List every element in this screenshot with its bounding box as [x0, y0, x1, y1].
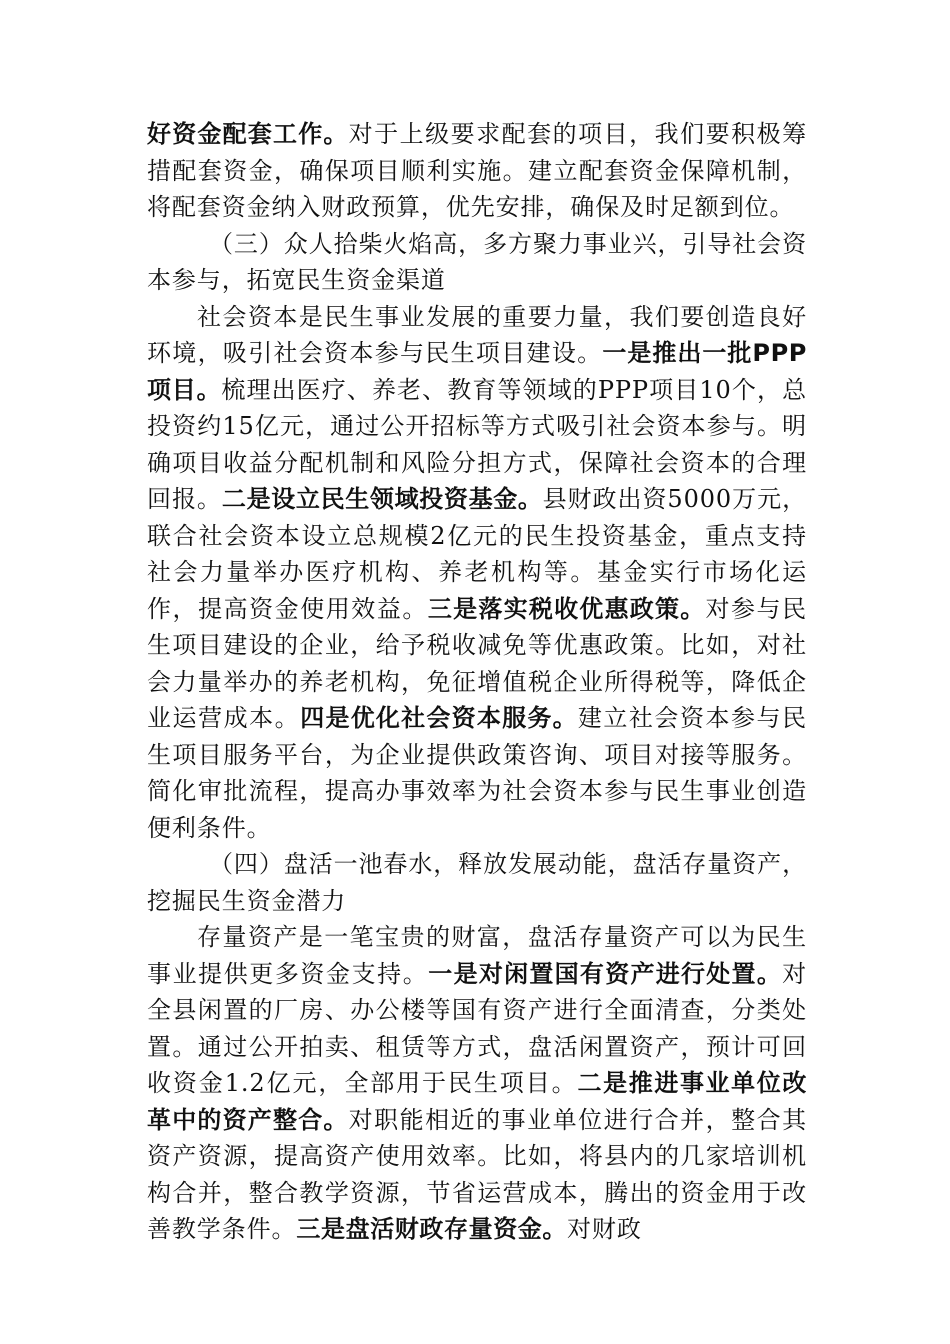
bold-phrase: 好资金配套工作。 [147, 120, 349, 148]
document-body [147, 116, 807, 1248]
bold-phrase: 四是优化社会资本服务。 [300, 704, 578, 732]
bold-phrase: 二是设立民生领域投资基金。 [221, 485, 543, 513]
text-run: 梳理出医疗、养老、教育等领域的PPP项目10个，总投资约15亿元，通过公开招标等方式吸引社会资本参与。明确项目收益分配机制和风险分担方式，保障社会资本的合理回报。 [147, 375, 807, 513]
bold-phrase: 一是推出一批PPP项目。 [147, 339, 807, 404]
heading-text: （三）众人拾柴火焰高，多方聚力事业兴，引导社会资本参与，拓宽民生资金渠道 [147, 229, 807, 294]
text-run: 县财政出资5000万元，联合社会资本设立总规模2亿元的民生投资基金，重点支持社会力量举办医疗机构、养老机构等。基金实行市场化运作，提高资金使用效益。 [147, 485, 807, 623]
text-run: 存量资产是一笔宝贵的财富，盘活存量资产可以为民生事业提供更多资金支持。 [147, 923, 807, 988]
bold-phrase: 一是对闲置国有资产进行处置。 [428, 959, 783, 988]
text-run: 对财政 [567, 1215, 642, 1243]
paragraph-fund-matching [147, 116, 807, 226]
section-heading-3 [147, 226, 807, 299]
bold-phrase: 二是推进事业单位改革中的资产整合。 [147, 1069, 807, 1134]
text-run: 对于上级要求配套的项目，我们要积极筹措配套资金，确保项目顺利实施。建立配套资金保障机制，将配套资金纳入财政预算，优先安排，确保及时足额到位。 [147, 120, 807, 221]
section-heading-4 [147, 846, 807, 919]
text-run: 对参与民生项目建设的企业，给予税收减免等优惠政策。比如，对社会力量举办的养老机构，免征增值税企业所得税等，降低企业运营成本。 [147, 594, 807, 732]
bold-phrase: 三是盘活财政存量资金。 [296, 1215, 568, 1243]
text-run: 对全县闲置的厂房、办公楼等国有资产进行全面清查，分类处置。通过公开拍卖、租赁等方式，盘活闲置资产，预计可回收资金1.2亿元，全部用于民生项目。 [147, 959, 807, 1097]
text-run: 社会资本是民生事业发展的重要力量，我们要创造良好环境，吸引社会资本参与民生项目建设。 [147, 302, 807, 367]
paragraph-existing-assets [147, 919, 807, 1248]
paragraph-social-capital [147, 299, 807, 847]
bold-phrase: 三是落实税收优惠政策。 [427, 594, 706, 623]
text-run: 对职能相近的事业单位进行合并，整合其资产资源，提高资产使用效率。比如，将县内的几家培训机构合并，整合教学资源，节省运营成本，腾出的资金用于改善教学条件。 [147, 1105, 807, 1243]
heading-text: （四）盘活一池春水，释放发展动能，盘活存量资产，挖掘民生资金潜力 [147, 850, 807, 915]
text-run: 建立社会资本参与民生项目服务平台，为企业提供政策咨询、项目对接等服务。简化审批流程，提高办事效率为社会资本参与民生事业创造便利条件。 [147, 704, 807, 842]
